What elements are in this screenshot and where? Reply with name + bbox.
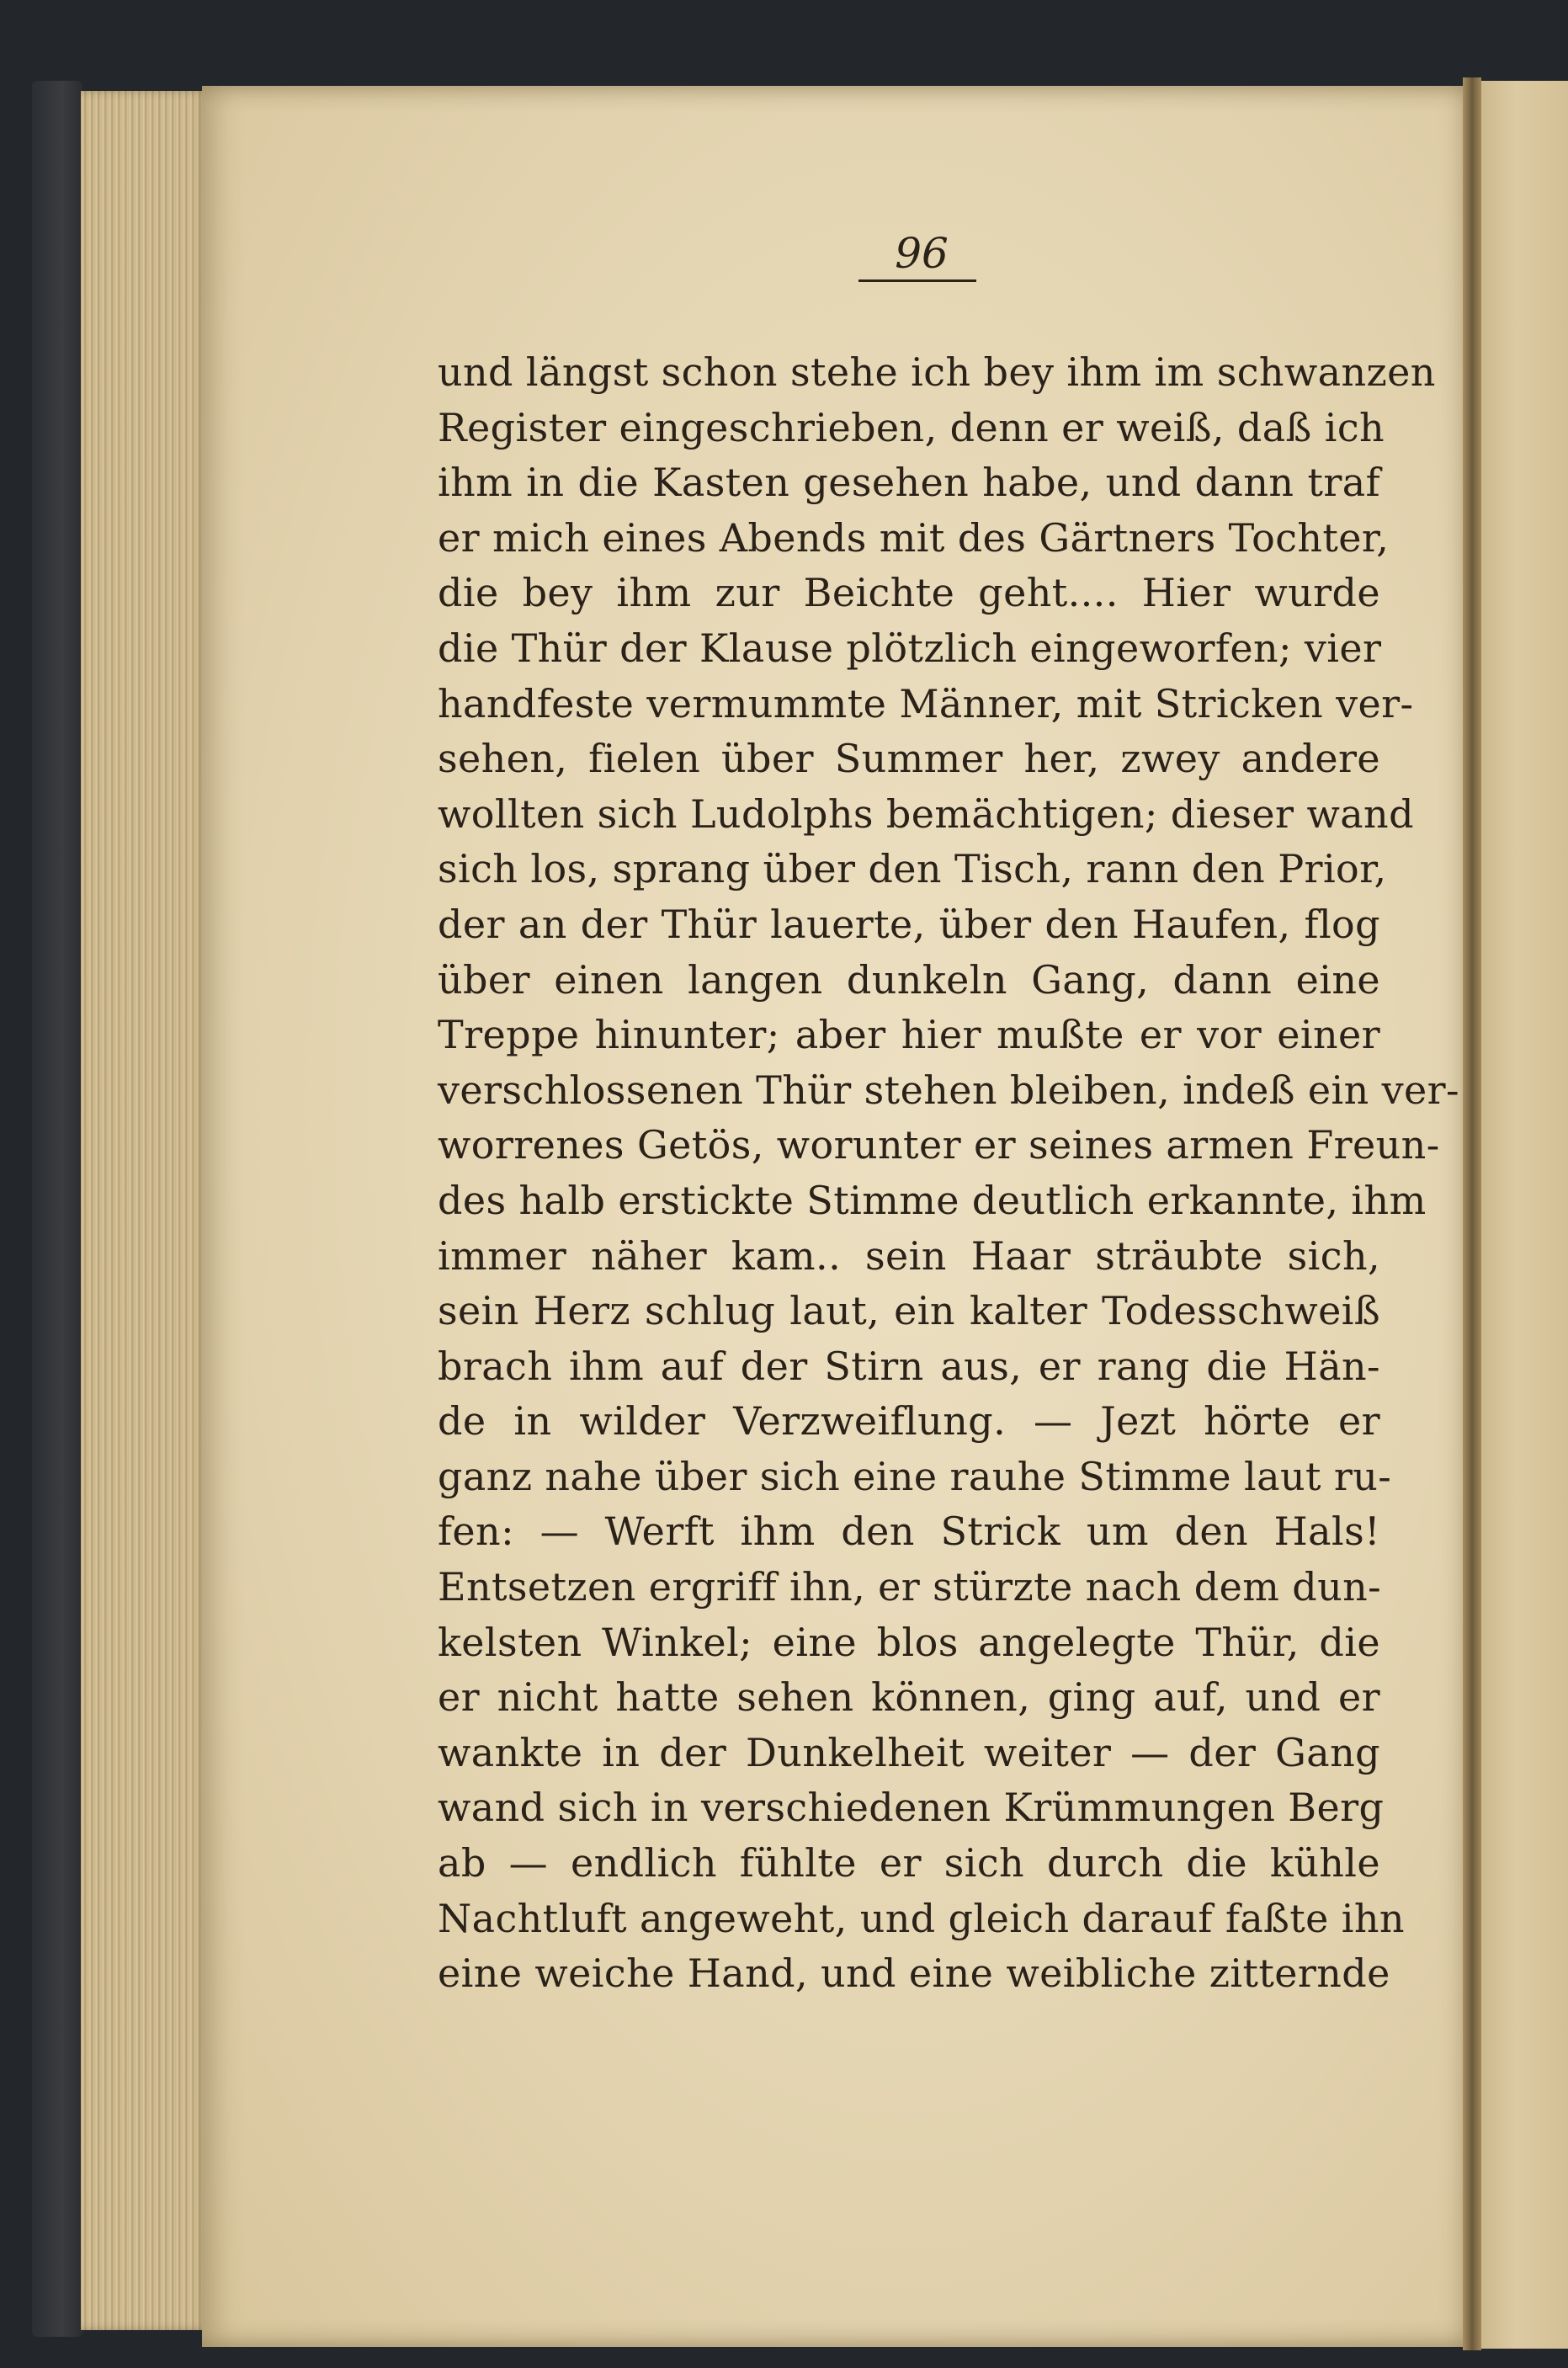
body-text <box>438 345 1460 2002</box>
text-line: über einen langen dunkeln Gang, dann eine <box>438 956 1380 1003</box>
text-line: wand sich in verschiedenen Krümmungen Berg <box>438 1785 1385 1831</box>
text-line: wollten sich Ludolphs bemächtigen; dieser wand <box>438 790 1414 837</box>
text-line: die Thür der Klause plötzlich eingeworfen; vier <box>438 625 1382 671</box>
text-line: der an der Thür lauerte, über den Haufen, flog <box>438 901 1380 947</box>
page-number: 96 <box>895 229 949 278</box>
text-line: brach ihm auf der Stirn aus, er rang die Hän- <box>438 1343 1380 1389</box>
text-line: de in wilder Verzweiflung. — Jezt hörte er <box>438 1398 1380 1445</box>
text-line: und längst schon stehe ich bey ihm im schwanzen <box>438 349 1436 395</box>
text-line: des halb erstickte Stimme deutlich erkannte, ihm <box>438 1177 1427 1223</box>
text-line: ab — endlich fühlte er sich durch die kühle <box>438 1840 1380 1886</box>
book-cover-edge <box>32 81 82 2337</box>
text-line: sich los, sprang über den Tisch, rann den Prior, <box>438 846 1387 892</box>
text-line: fen: — Werft ihm den Strick um den Hals! <box>438 1509 1380 1555</box>
text-line: Register eingeschrieben, denn er weiß, daß ich <box>438 404 1385 450</box>
text-line: sehen, fielen über Summer her, zwey andere <box>438 736 1380 782</box>
facing-page-edge <box>1481 81 1568 2349</box>
text-line: kelsten Winkel; eine blos angelegte Thür, die <box>438 1619 1380 1665</box>
text-line: Treppe hinunter; aber hier mußte er vor einer <box>438 1012 1380 1058</box>
text-line: er mich eines Abends mit des Gärtners Tochter, <box>438 514 1390 561</box>
text-line: eine weiche Hand, und eine weibliche zitternde <box>438 1950 1390 1997</box>
text-line: Nachtluft angeweht, und gleich darauf faßte ihn <box>438 1895 1405 1941</box>
text-line: Entsetzen ergriff ihn, er stürzte nach dem dun- <box>438 1564 1382 1610</box>
text-line: wankte in der Dunkelheit weiter — der Gang <box>438 1729 1380 1775</box>
page-number-rule <box>858 279 976 282</box>
page-edges <box>81 91 207 2330</box>
text-line: ganz nahe über sich eine rauhe Stimme laut ru- <box>438 1453 1392 1499</box>
text-line: worrenes Getös, worunter er seines armen Freun- <box>438 1122 1440 1168</box>
text-line: verschlossenen Thür stehen bleiben, indeß ein ver- <box>438 1067 1460 1113</box>
text-line: handfeste vermummte Männer, mit Stricken ver- <box>438 680 1414 726</box>
text-line: ihm in die Kasten gesehen habe, und dann traf <box>438 460 1380 506</box>
text-line: sein Herz schlug laut, ein kalter Todesschweiß <box>438 1288 1380 1334</box>
text-line: er nicht hatte sehen können, ging auf, und er <box>438 1674 1380 1721</box>
text-line: immer näher kam.. sein Haar sträubte sich, <box>438 1232 1380 1279</box>
text-line: die bey ihm zur Beichte geht.... Hier wurde <box>438 570 1380 616</box>
book-gutter <box>1463 77 1481 2350</box>
